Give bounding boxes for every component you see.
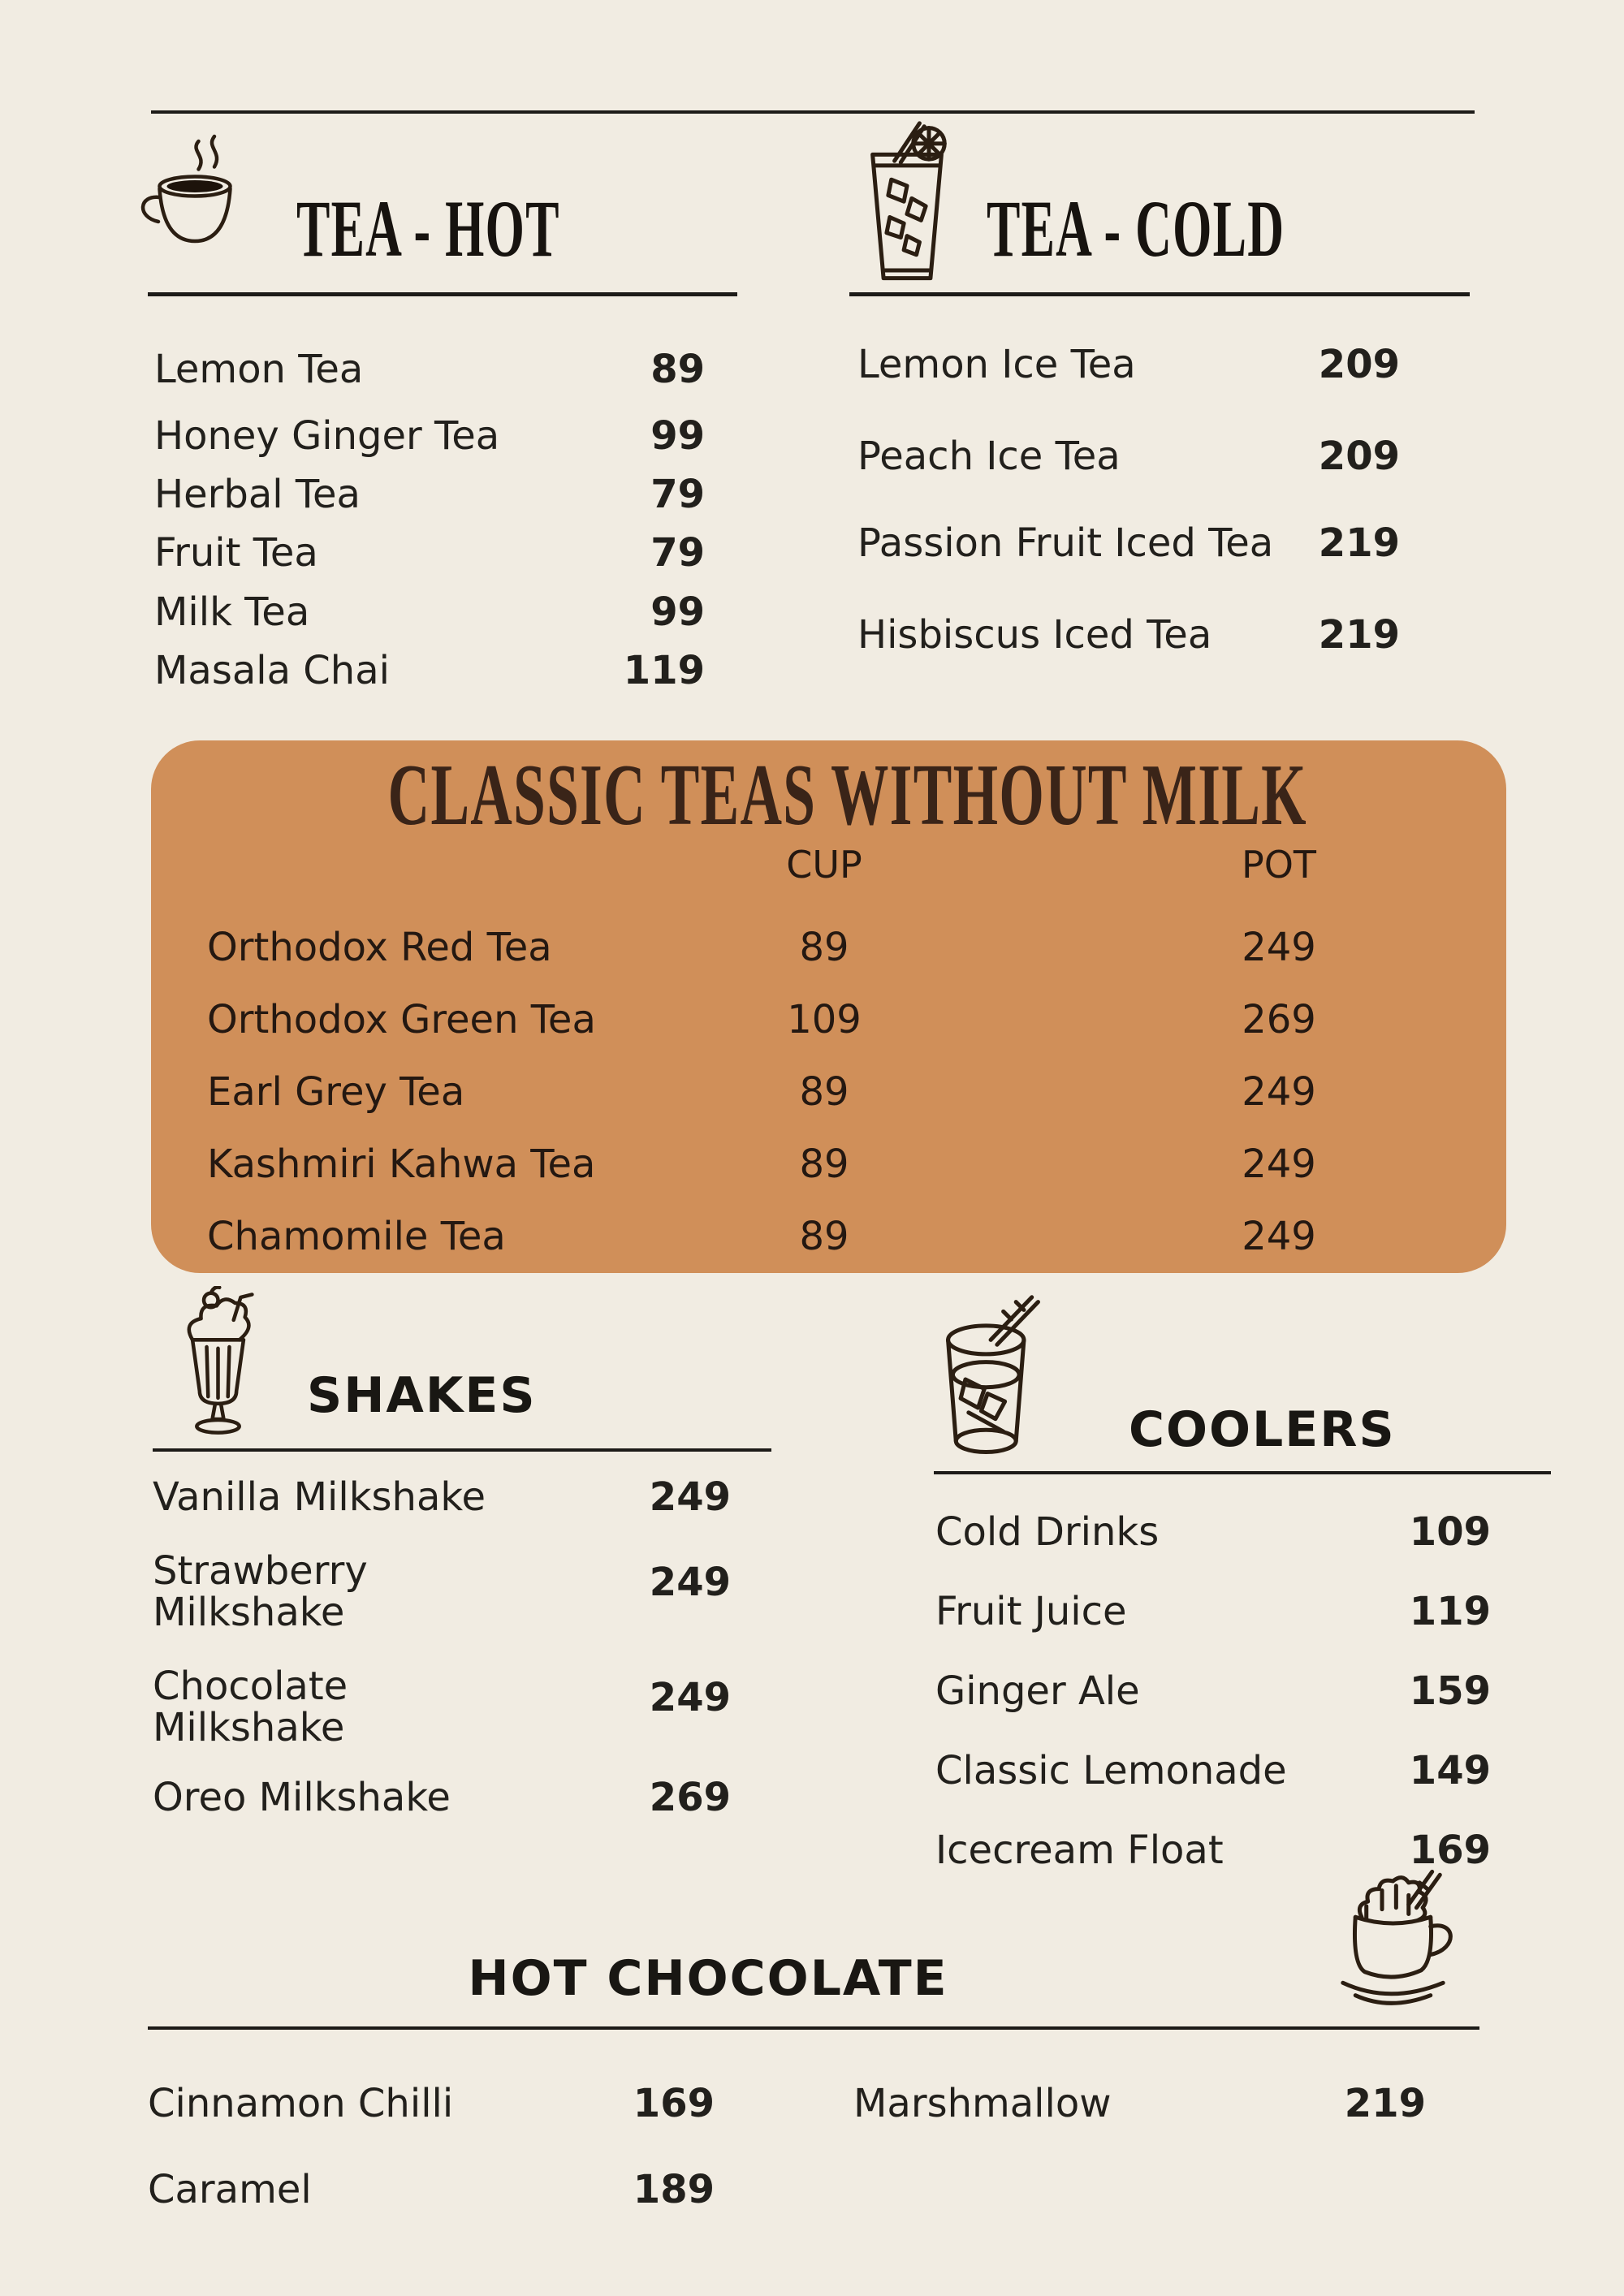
list-item: Classic Lemonade 149	[935, 1748, 1491, 1793]
list-item: Cold Drinks 109	[935, 1509, 1491, 1555]
table-row: Orthodox Red Tea 89 249	[207, 925, 1316, 970]
classic-teas-title: CLASSIC TEAS WITHOUT MILK	[387, 747, 1307, 844]
list-item: Passion Fruit Iced Tea 219	[857, 520, 1400, 566]
list-item: Oreo Milkshake 269	[153, 1775, 731, 1820]
list-item: Icecream Float 169	[935, 1828, 1491, 1873]
coolers-underline	[934, 1471, 1551, 1474]
shakes-section-title: SHAKES	[307, 1367, 537, 1424]
table-row: Orthodox Green Tea 109 269	[207, 997, 1316, 1042]
list-item: Marshmallow 219	[853, 2081, 1426, 2126]
top-divider	[151, 110, 1475, 114]
list-item: Masala Chai 119	[154, 648, 705, 693]
teacup-icon	[122, 133, 268, 257]
tea-hot-section-title: TEA - HOT	[296, 183, 560, 274]
list-item: Lemon Ice Tea 209	[857, 342, 1400, 387]
hot-chocolate-mug-icon	[1296, 1862, 1468, 2028]
list-item: Caramel 189	[148, 2167, 715, 2212]
pot-column-header: POT	[1241, 843, 1317, 887]
iced-tea-glass-icon	[859, 120, 955, 292]
list-item: Fruit Juice 119	[935, 1589, 1491, 1634]
list-item: Chocolate Milkshake 249	[153, 1664, 731, 1750]
tea-hot-underline	[148, 292, 737, 296]
list-item: Strawberry Milkshake 249	[153, 1548, 731, 1635]
list-item: Fruit Tea 79	[154, 530, 705, 576]
tea-cold-section-title: TEA - COLD	[987, 183, 1285, 274]
cooler-glass-icon	[932, 1293, 1054, 1466]
list-item: Honey Ginger Tea 99	[154, 413, 705, 459]
hot-chocolate-section-title: HOT CHOCOLATE	[468, 1950, 948, 2007]
list-item: Ginger Ale 159	[935, 1668, 1491, 1714]
table-row: Earl Grey Tea 89 249	[207, 1069, 1316, 1115]
list-item: Peach Ice Tea 209	[857, 434, 1400, 479]
shakes-underline	[153, 1448, 771, 1452]
list-item: Milk Tea 99	[154, 589, 705, 635]
list-item: Hisbiscus Iced Tea 219	[857, 612, 1400, 658]
list-item: Vanilla Milkshake 249	[153, 1474, 731, 1520]
table-row: Chamomile Tea 89 249	[207, 1214, 1316, 1259]
tea-cold-underline	[849, 292, 1470, 296]
table-row: Kashmiri Kahwa Tea 89 249	[207, 1142, 1316, 1187]
hot-chocolate-divider	[148, 2026, 1479, 2030]
coolers-section-title: COOLERS	[1129, 1401, 1396, 1458]
list-item: Cinnamon Chilli 169	[148, 2081, 715, 2126]
cup-column-header: CUP	[786, 843, 862, 887]
list-item: Herbal Tea 79	[154, 472, 705, 517]
milkshake-icon	[167, 1286, 269, 1442]
list-item: Lemon Tea 89	[154, 347, 705, 392]
